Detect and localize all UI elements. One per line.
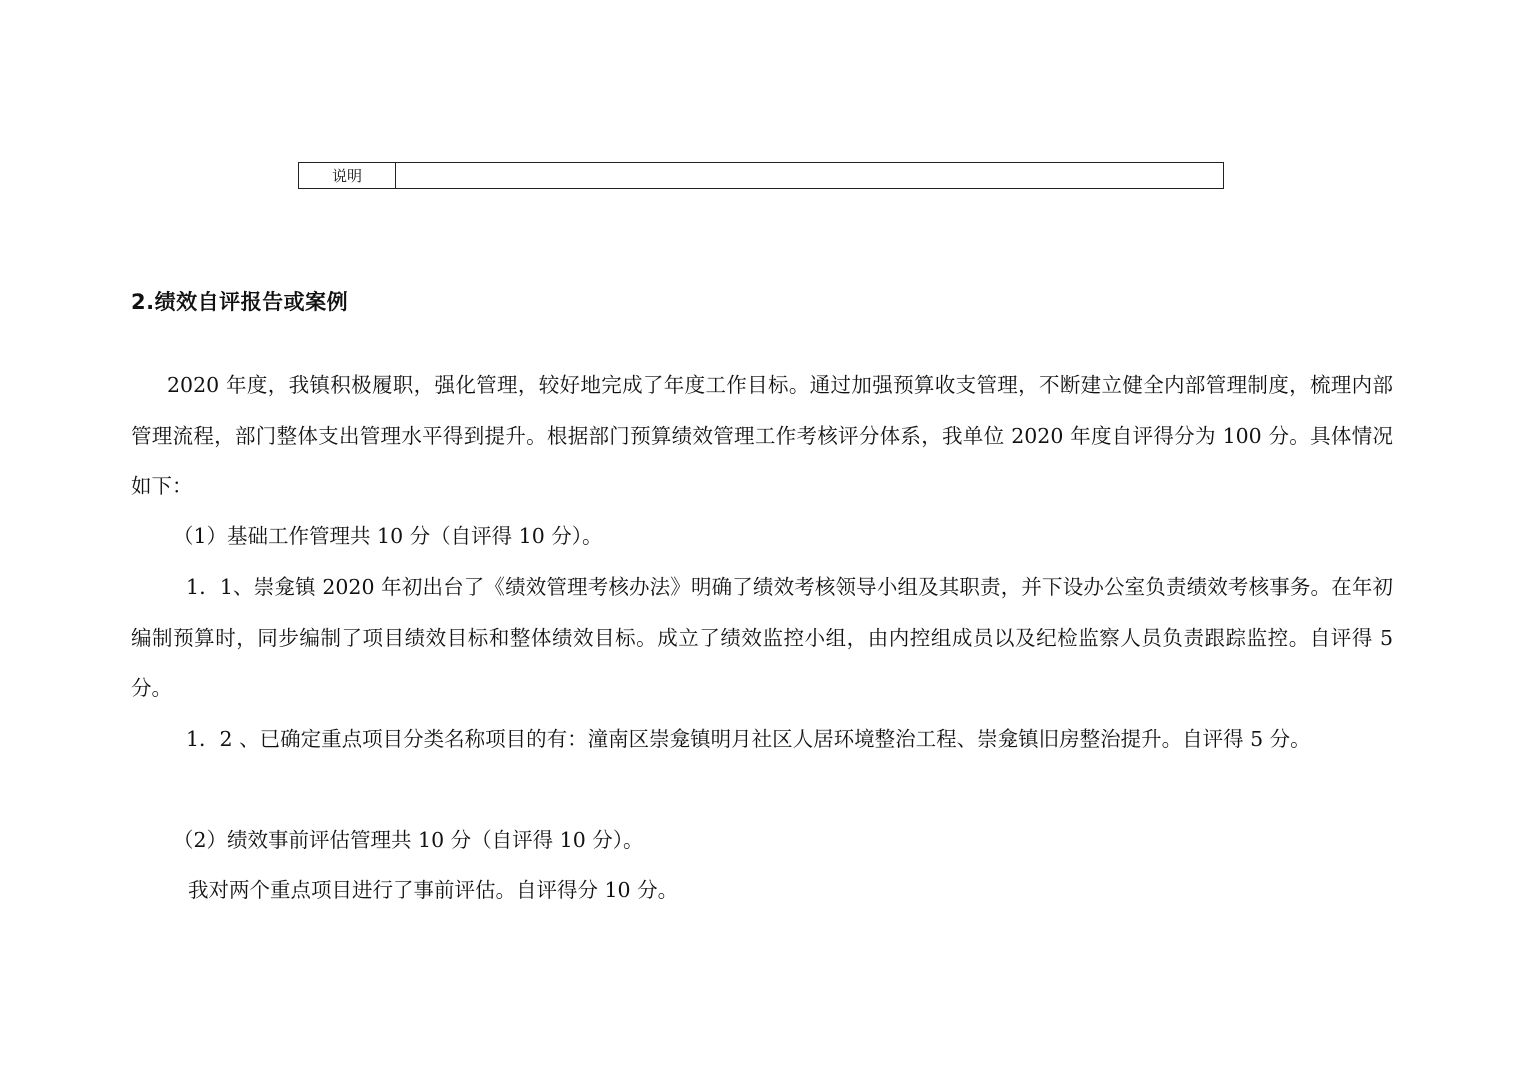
paragraph-item-1-2: 1．2 、已确定重点项目分类名称项目的有：潼南区崇龛镇明月社区人居环境整治工程、崇龛镇旧房整治提升。自评得 5 分。 [186, 727, 1311, 751]
explanation-table-grid [298, 162, 1224, 189]
paragraph-pre-assessment-detail: 我对两个重点项目进行了事前评估。自评得分 10 分。 [188, 878, 679, 902]
paragraph-pre-assessment-title: （2）绩效事前评估管理共 10 分（自评得 10 分）。 [173, 828, 644, 852]
explanation-label-cell: 说明 [299, 163, 396, 189]
explanation-value-cell [396, 163, 1224, 189]
paragraph-basic-work-title: （1）基础工作管理共 10 分（自评得 10 分）。 [173, 524, 603, 548]
table-row [299, 163, 1224, 189]
paragraph-overview: 2020 年度，我镇积极履职，强化管理，较好地完成了年度工作目标。通过加强预算收支管理，不断建立健全内部管理制度，梳理内部管理流程，部门整体支出管理水平得到提升。根据部门预算绩效管理工作考核评分体系，我单位 2020 年度自评得分为 100 分。具体情况如下： [131, 373, 1393, 498]
section-heading: 2.绩效自评报告或案例 [131, 290, 349, 314]
paragraph-item-1-1: 1．1、崇龛镇 2020 年初出台了《绩效管理考核办法》明确了绩效考核领导小组及其职责，并下设办公室负责绩效考核事务。在年初编制预算时，同步编制了项目绩效目标和整体绩效目标。成立了绩效监控小组，由内控组成员以及纪检监察人员负责跟踪监控。自评得 5 分。 [131, 575, 1393, 700]
explanation-table [298, 162, 1224, 189]
